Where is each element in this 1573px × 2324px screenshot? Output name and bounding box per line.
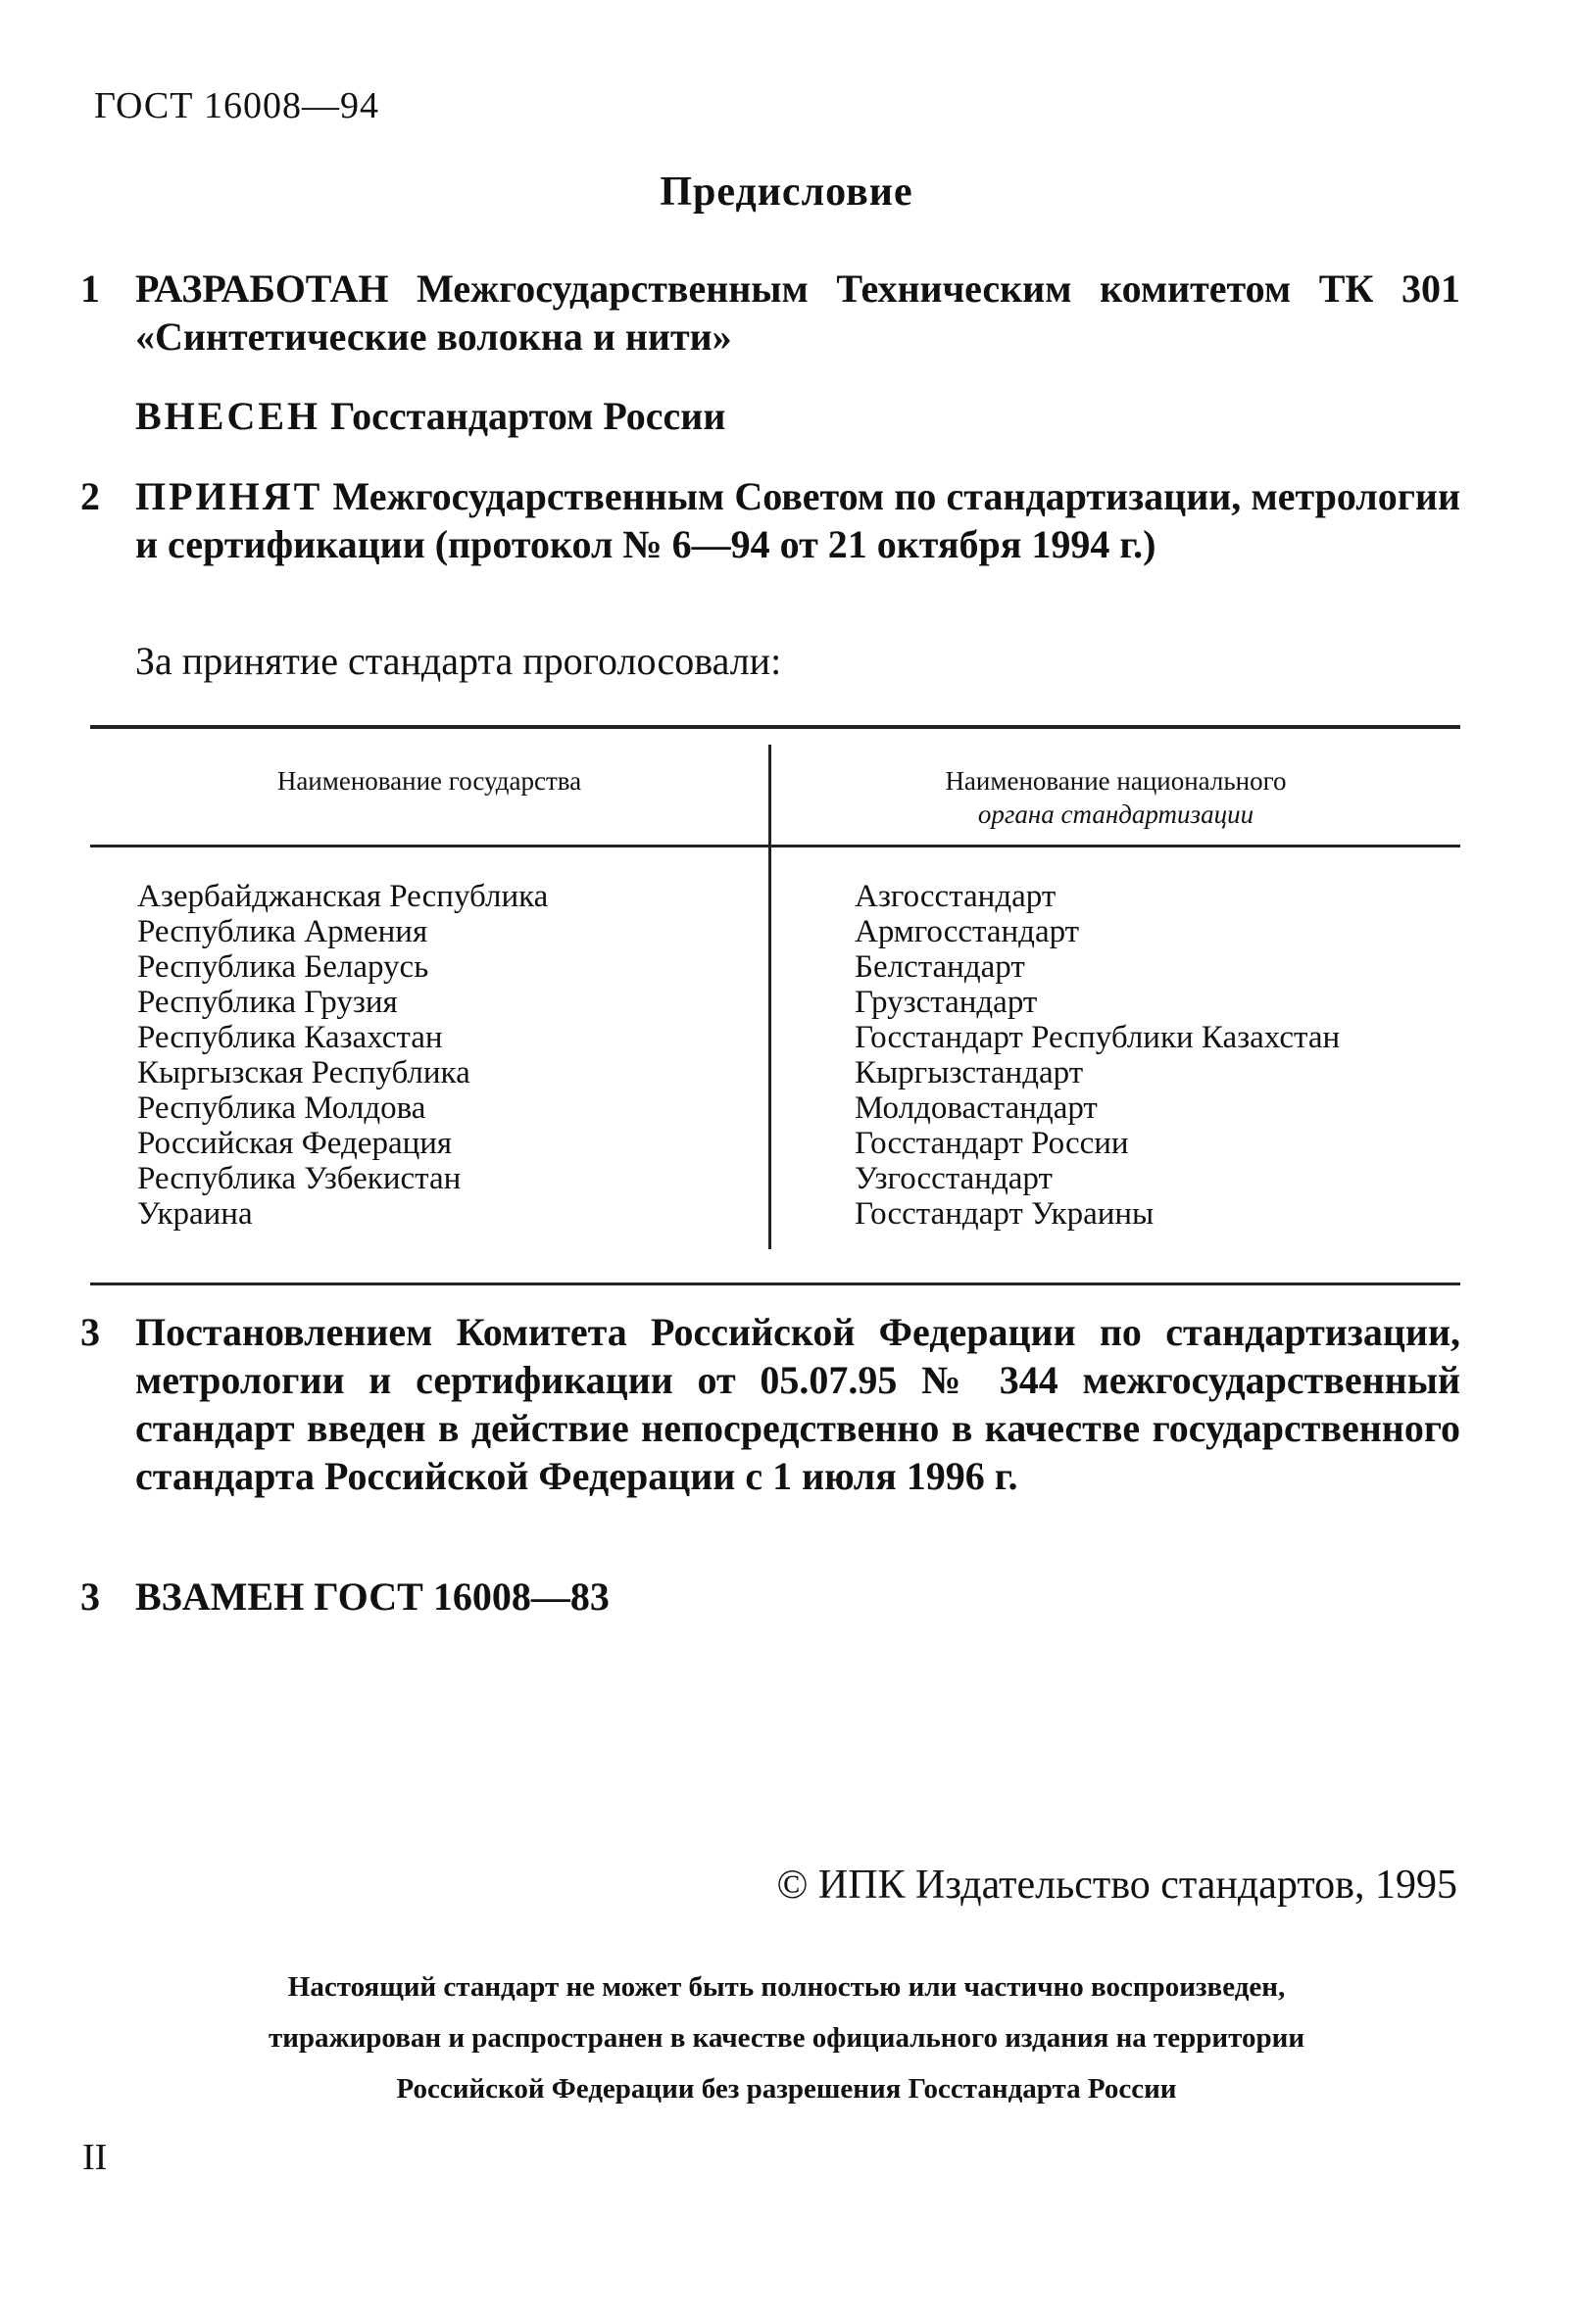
section-body (135, 265, 1460, 361)
table-cell-body: Госстандарт России (855, 1126, 1129, 1161)
section-keyword: ПРИНЯТ (135, 474, 323, 518)
section-text: ВЗАМЕН ГОСТ 16008—83 (135, 1574, 610, 1619)
notice-line: Российской Федерации без разрешения Госстандарта России (396, 2073, 1177, 2105)
table-cell-body: Госстандарт Украины (855, 1196, 1155, 1232)
table-header-body (771, 764, 1460, 831)
document-code: ГОСТ 16008—94 (94, 85, 379, 126)
section-number: 3 (80, 1310, 100, 1354)
table-cell-body: Белстандарт (855, 949, 1025, 985)
section-text: Постановлением Комитета Российской Федерации по стандартизации, метрологии и сертификации от 05.07.95 № 344 межгосударственный стандарт введен в действие непосредственно в качестве государственного стандарта Российской Федерации с 1 июля 1996 г. (135, 1310, 1460, 1498)
vote-lead-text (80, 637, 1460, 685)
vote-table (90, 725, 1460, 1285)
section-replaces (80, 1573, 1460, 1621)
table-cell-state: Кыргызская Республика (137, 1055, 470, 1090)
section-number: 3 (80, 1574, 100, 1619)
table-cell-body: Молдовастандарт (855, 1090, 1098, 1126)
notice-line: Настоящий стандарт не может быть полностью или частично воспроизведен, (287, 1971, 1286, 2003)
section-number: 1 (80, 266, 100, 311)
section-body (135, 392, 1460, 440)
table-cell-body: Кыргызстандарт (855, 1055, 1084, 1090)
table-cell-state: Республика Казахстан (137, 1020, 443, 1055)
page-title: Предисловие (660, 169, 913, 215)
section-text: Госстандартом России (330, 394, 726, 438)
table-cell-state: Азербайджанская Республика (137, 879, 549, 914)
table-cell-state: Республика Узбекистан (137, 1161, 462, 1196)
table-cell-state: Республика Беларусь (137, 949, 429, 985)
table-cell-body: Армгосстандарт (855, 914, 1080, 949)
table-cell-body: Грузстандарт (855, 985, 1038, 1020)
section-body (135, 472, 1460, 568)
table-cell-body: Азгосстандарт (855, 879, 1057, 914)
table-column-divider (768, 745, 771, 1249)
table-cell-state: Российская Федерация (137, 1126, 453, 1161)
section-number: 2 (80, 474, 100, 518)
table-cell-state: Республика Молдова (137, 1090, 426, 1126)
vote-lead-body: За принятие стандарта проголосовали: (135, 639, 782, 683)
table-header-body-line1: Наименование национального (945, 766, 1287, 796)
section-text: Межгосударственным Советом по стандартизации, метрологии и сертификации (протокол № 6—94 от 21 октября 1994 г.) (135, 474, 1461, 566)
table-cell-body: Госстандарт Республики Казахстан (855, 1020, 1341, 1055)
section-keyword: РАЗРАБОТАН (135, 266, 389, 311)
notice-line: тиражирован и распространен в качестве официального издания на территории (268, 2022, 1305, 2054)
section-enacted (80, 1308, 1460, 1500)
section-adopted (80, 472, 1460, 568)
section-keyword: ВНЕСЕН (135, 394, 321, 438)
section-introduced (80, 392, 1460, 440)
table-column-states (137, 879, 548, 1232)
copyright-line: © ИПК Издательство стандартов, 1995 (776, 1863, 1457, 1908)
section-text: Межгосударственным Техническим комитетом ТК 301 «Синтетические волокна и нити» (135, 266, 1461, 359)
section-developed (80, 265, 1460, 361)
table-cell-state: Республика Грузия (137, 985, 398, 1020)
table-column-bodies (855, 879, 1340, 1232)
table-header-state: Наименование государства (276, 766, 582, 796)
table-header-body-line2: органа стандартизации (977, 799, 1254, 829)
reproduction-notice (0, 1961, 1573, 2114)
table-cell-state: Украина (137, 1196, 253, 1232)
page-number: II (82, 2137, 108, 2178)
table-header-rule (90, 845, 1460, 847)
table-cell-body: Узгосстандарт (855, 1161, 1053, 1196)
table-cell-state: Республика Армения (137, 914, 428, 949)
